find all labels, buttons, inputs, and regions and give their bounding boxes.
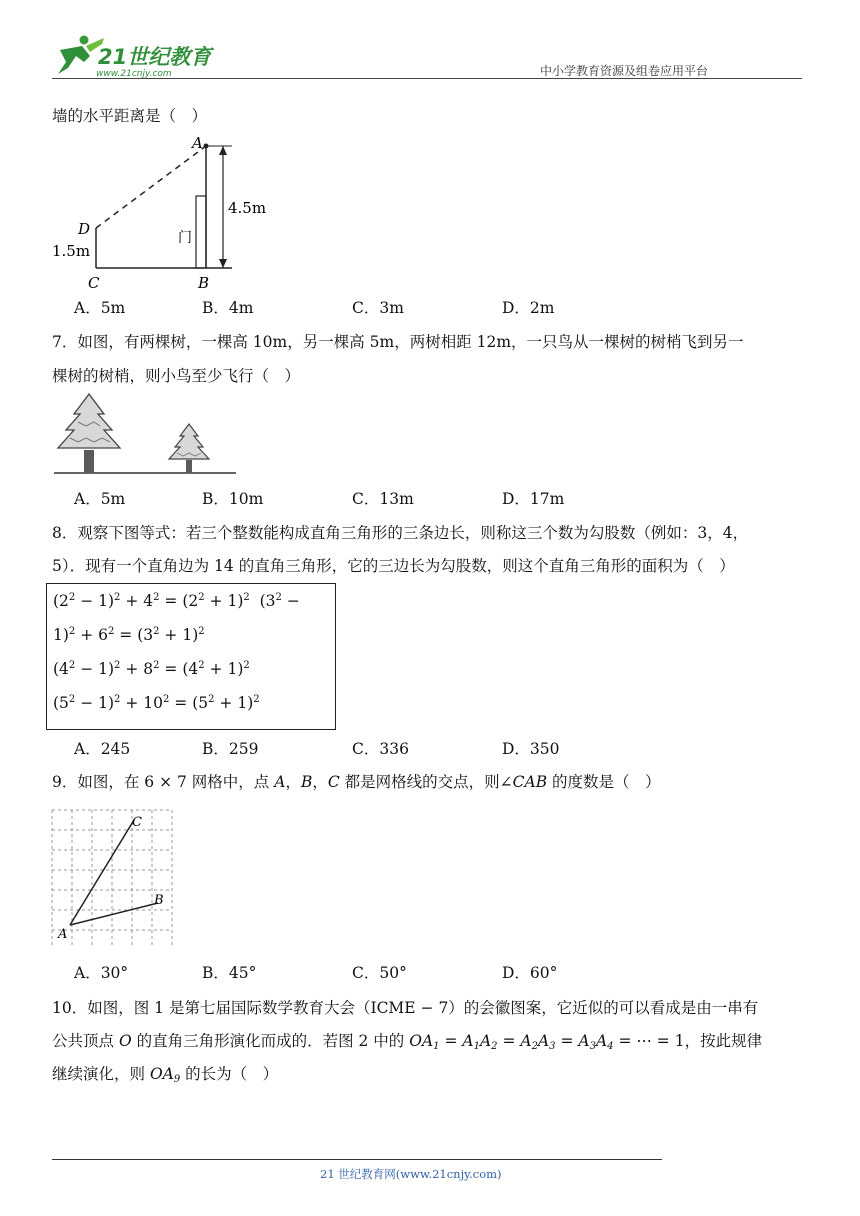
formula-line-4: $(5^2 - 1)^2 + 10^2 = (5^2 + 1)^2$ <box>53 694 260 712</box>
q6-label-a: A <box>192 134 203 152</box>
q7-option-d[interactable]: D．17m <box>502 490 565 508</box>
q8-formula-box <box>46 583 336 730</box>
q6-label-c: C <box>88 274 100 292</box>
q6-label-d: D <box>78 220 91 238</box>
q10-stem-line1: 10．如图，图 1 是第七届国际数学教育大会（ICME − 7）的会徽图案，它近似的可以看成是由一串有 <box>52 999 759 1017</box>
q7-trees-figure <box>50 392 240 476</box>
q9-point-a: A <box>58 927 68 942</box>
site-logo <box>46 34 226 80</box>
q6-option-b[interactable]: B．4m <box>202 299 254 317</box>
footer-site-text: 21 世纪教育网(www.21cnjy.com) <box>320 1167 502 1181</box>
q9-option-c[interactable]: C．50° <box>352 964 407 982</box>
q9-grid-figure <box>50 808 174 948</box>
q9-option-a[interactable]: A．30° <box>74 964 129 982</box>
q9-point-b: B <box>154 893 164 908</box>
formula-line-2: $1)^2 + 6^2 = (3^2 + 1)^2$ <box>53 626 205 644</box>
q9-point-c: C <box>132 815 142 830</box>
q6-figure <box>48 134 278 294</box>
q6-left-height: 1.5m <box>52 242 91 260</box>
q7-option-b[interactable]: B．10m <box>202 490 264 508</box>
q8-stem-line1: 8．观察下图等式：若三个整数能构成直角三角形的三条边长，则称这三个数为勾股数（例如：3，4， <box>52 524 749 542</box>
q6-option-a[interactable]: A．5m <box>74 299 126 317</box>
q8-stem-line2: 5）．现有一个直角边为 14 的直角三角形，它的三边长为勾股数，则这个直角三角形的面积为（ ） <box>52 557 735 575</box>
q6-option-c[interactable]: C．3m <box>352 299 404 317</box>
q8-option-b[interactable]: B．259 <box>202 740 259 758</box>
q9-option-b[interactable]: B．45° <box>202 964 257 982</box>
q6-label-b: B <box>198 274 210 292</box>
q6-stem-tail: 墙的水平距离是（ ） <box>52 107 208 125</box>
q9-stem: 9．如图，在 6 × 7 网格中，点 A，B，C 都是网格线的交点，则∠CAB 的度数是（ ） <box>52 773 661 791</box>
q6-door-label: 门 <box>178 230 192 246</box>
q7-option-a[interactable]: A．5m <box>74 490 126 508</box>
short-tree-icon <box>169 424 209 473</box>
logo-url: www.21cnjy.com <box>96 69 172 79</box>
q6-right-height: 4.5m <box>228 199 267 217</box>
header-divider <box>52 78 802 79</box>
q8-option-d[interactable]: D．350 <box>502 740 560 758</box>
header-platform-text: 中小学教育资源及组卷应用平台 <box>540 64 709 78</box>
q7-stem-line1: 7．如图，有两棵树，一棵高 10m，另一棵高 5m，两树相距 12m，一只鸟从一棵树的树梢飞到另一 <box>52 333 744 351</box>
tall-tree-icon <box>58 394 120 473</box>
q7-option-c[interactable]: C．13m <box>352 490 414 508</box>
footer-divider <box>52 1159 662 1160</box>
q6-option-d[interactable]: D．2m <box>502 299 555 317</box>
q8-option-c[interactable]: C．336 <box>352 740 409 758</box>
q10-stem-line2: 公共顶点 O 的直角三角形演化而成的．若图 2 中的 $OA_1 = A_1A_2 = A_2A_3 = A_3A_4$ = ⋯ = 1，按此规律 <box>52 1032 763 1052</box>
q10-stem-line3: 继续演化，则 $OA_9$ 的长为（ ） <box>52 1065 279 1085</box>
q7-stem-line2: 棵树的树梢，则小鸟至少飞行（ ） <box>52 367 301 385</box>
q8-option-a[interactable]: A．245 <box>74 740 131 758</box>
formula-line-1: $(2^2 - 1)^2 + 4^2 = (2^2 + 1)^2$ ($3^2$ − <box>53 592 300 610</box>
formula-line-3: $(4^2 - 1)^2 + 8^2 = (4^2 + 1)^2$ <box>53 660 250 678</box>
q9-option-d[interactable]: D．60° <box>502 964 558 982</box>
logo-wordmark: 21世纪教育 <box>98 45 212 69</box>
